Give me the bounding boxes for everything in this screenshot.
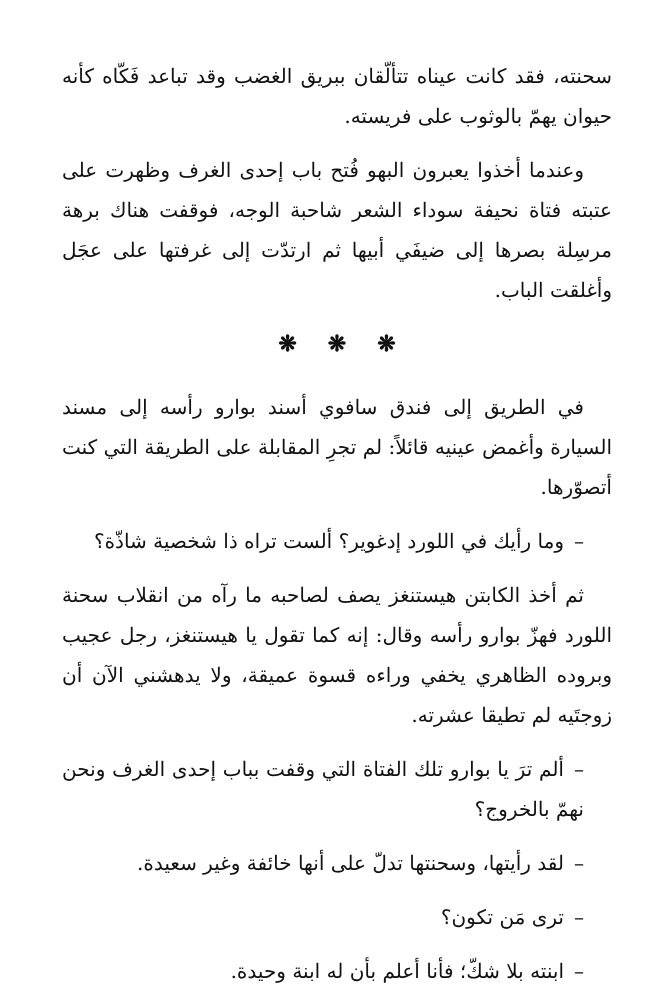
dialog-text: لقد رأيتها، وسحنتها تدلّ على أنها خائفة وغير سعيدة. xyxy=(137,851,564,875)
dialog-dash: – xyxy=(574,851,584,875)
paragraph-continuation: سحنته، فقد كانت عيناه تتألّقان ببريق الغضب وقد تباعد فَكّاه كأنه حيوان يهمّ بالوثوب على فريسته. xyxy=(62,64,612,128)
paragraph-girl-at-door: وعندما أخذوا يعبرون البهو فُتح باب إحدى الغرف وظهرت على عتبته فتاة نحيفة سوداء الشعر شاحبة الوجه، فوقفت هناك برهة مرسِلة بصرها إلى ضيفَي أبيها ثم ارتدّت إلى غرفتها على عجَل وأغلقت الباب. xyxy=(62,158,612,302)
dialog-text: ابنته بلا شكّ؛ فأنا أعلم بأن له ابنة وحيدة. xyxy=(230,959,564,983)
paragraph-hastings-describes: ثم أخذ الكابتن هيستنغز يصف لصاحبه ما رآه من انقلاب سحنة اللورد فهزّ بوارو رأسه وقال: إنه كما تقول يا هيستنغز، رجل عجيب وبروده الظاهري يخفي وراءه قسوة عميقة، ولا يدهشني الآن أن زوجتَيه لم تطيقا عشرته. xyxy=(62,583,612,727)
dialog-text: وما رأيك في اللورد إدغوير؟ ألست تراه ذا شخصية شاذّة؟ xyxy=(93,529,564,553)
dialog-text: ترى مَن تكون؟ xyxy=(440,905,564,929)
dialog-dash: – xyxy=(574,959,584,983)
dialog-line xyxy=(62,843,612,883)
dialog-dash: – xyxy=(574,757,584,781)
dialog-text: ألم ترَ يا بوارو تلك الفتاة التي وقفت بباب إحدى الغرف ونحن نهمّ بالخروج؟ xyxy=(62,757,584,821)
dialog-dash: – xyxy=(574,529,584,553)
dialog-line xyxy=(62,521,612,561)
separator-ornament-icon: ❋ xyxy=(377,331,396,357)
dialog-line xyxy=(62,897,612,937)
separator-ornament-icon: ❋ xyxy=(278,331,297,357)
section-separator xyxy=(62,324,612,365)
dialog-line xyxy=(62,951,612,991)
separator-ornament-icon: ❋ xyxy=(327,331,347,357)
dialog-dash: – xyxy=(574,905,584,929)
dialog-line xyxy=(62,749,612,829)
paragraph-road-to-savoy: في الطريق إلى فندق سافوي أسند بوارو رأسه إلى مسند السيارة وأغمض عينيه قائلاً: لم تجرِ المقابلة على الطريقة التي كنت أتصوّرها. xyxy=(62,395,612,499)
book-page xyxy=(62,56,612,1005)
